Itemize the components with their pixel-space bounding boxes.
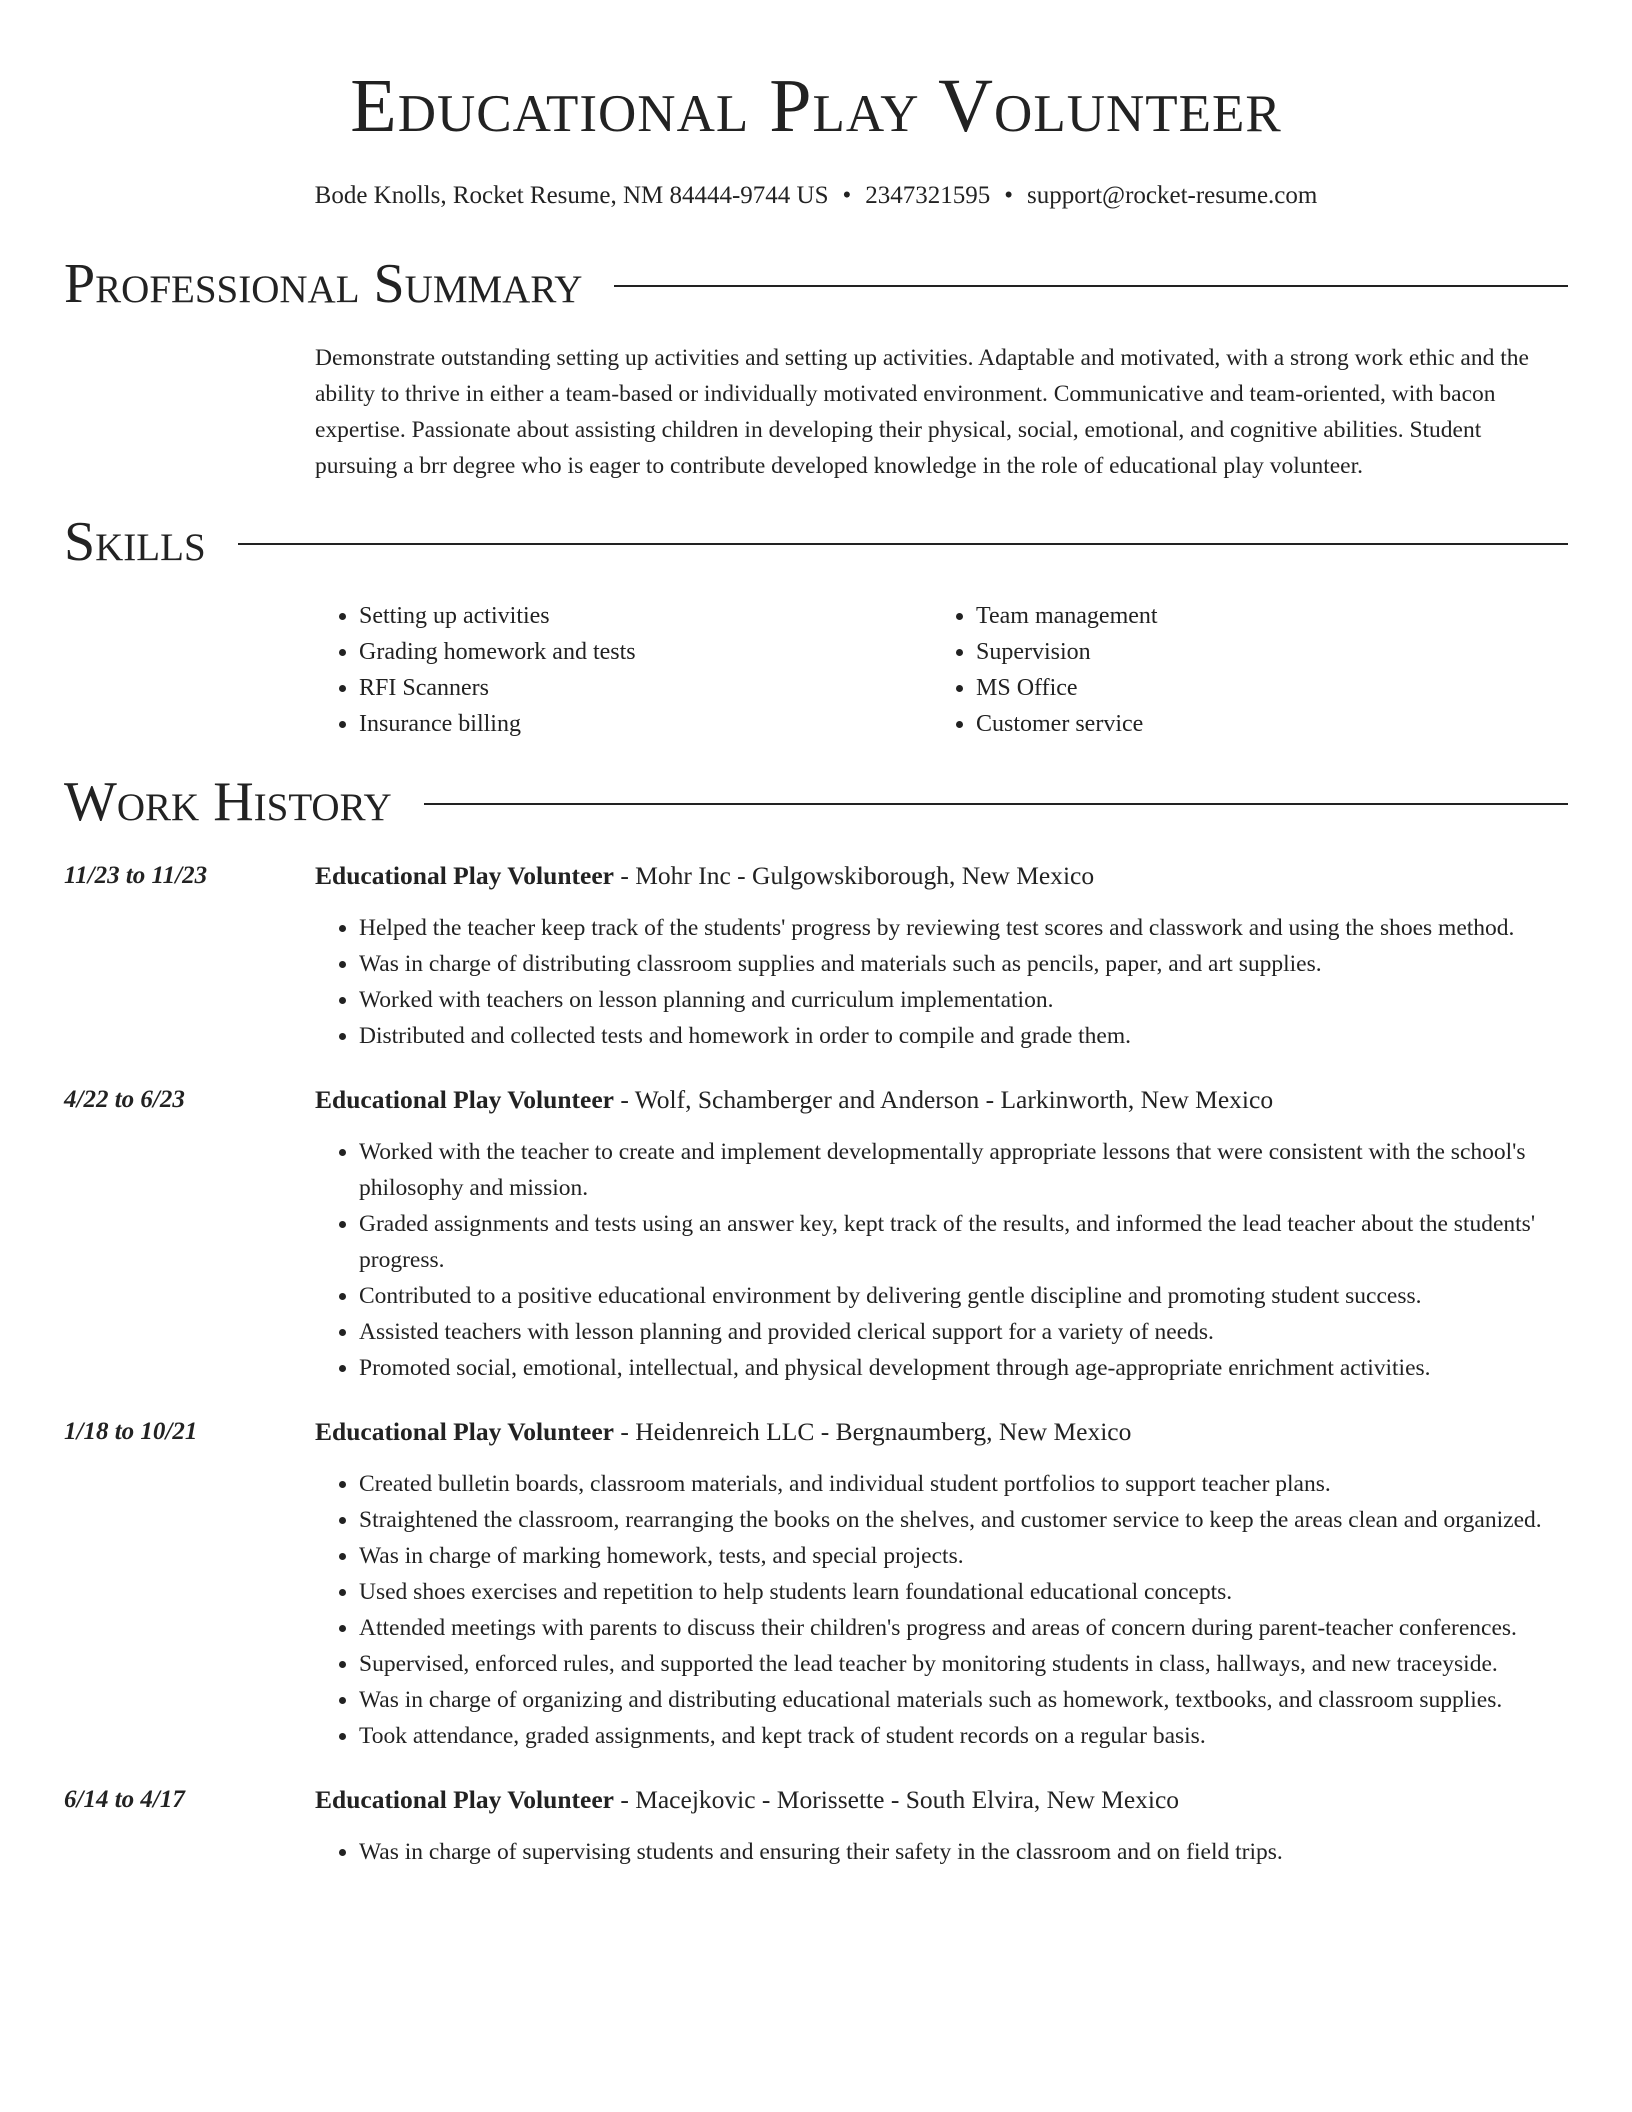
- job-bullets: [315, 1834, 1568, 1870]
- skills-section-header: [64, 506, 1568, 578]
- skill-item: • Customer service: [976, 706, 1549, 742]
- job-bullet: • Took attendance, graded assignments, and kept track of student records on a regular basis.: [359, 1718, 1568, 1754]
- job-bullets: [315, 1466, 1568, 1754]
- job-dates: 11/23 to 11/23: [64, 862, 208, 889]
- work-section-header: [64, 766, 1568, 838]
- skills-list: [315, 598, 1568, 742]
- contact-separator: •: [842, 182, 852, 209]
- job-bullet: • Was in charge of marking homework, tests, and special projects.: [359, 1538, 1568, 1574]
- job-bullet: • Helped the teacher keep track of the students' progress by reviewing test scores and classwork and using the shoes method.: [359, 910, 1568, 946]
- skills-heading: Skills: [64, 511, 206, 573]
- job-bullet: • Assisted teachers with lesson planning and provided clerical support for a variety of needs.: [359, 1314, 1568, 1350]
- job-bullet: • Promoted social, emotional, intellectual, and physical development through age-appropriate enrichment activities.: [359, 1350, 1568, 1386]
- candidate-name: Educational Play Volunteer: [350, 64, 1282, 148]
- contact-phone: 2347321595: [865, 182, 991, 209]
- job-dates: 1/18 to 10/21: [64, 1418, 198, 1445]
- summary-section-header: [64, 248, 1568, 320]
- job-bullet: • Graded assignments and tests using an answer key, kept track of the results, and informed the lead teacher about the students' progress.: [359, 1206, 1568, 1278]
- job-title: Educational Play Volunteer: [315, 1785, 614, 1814]
- job-bullet: • Was in charge of organizing and distributing educational materials such as homework, textbooks, and classroom supplies.: [359, 1682, 1568, 1718]
- job-title-line: [315, 1414, 1568, 1450]
- job-company-location: - Mohr Inc - Gulgowskiborough, New Mexico: [620, 861, 1095, 890]
- contact-email: support@rocket-resume.com: [1027, 182, 1318, 209]
- skill-item: • Insurance billing: [359, 706, 932, 742]
- job-bullet: • Contributed to a positive educational environment by delivering gentle discipline and promoting student success.: [359, 1278, 1568, 1314]
- job-bullet: • Created bulletin boards, classroom materials, and individual student portfolios to support teacher plans.: [359, 1466, 1568, 1502]
- job-body: [315, 1414, 1568, 1754]
- job-bullet: • Supervised, enforced rules, and supported the lead teacher by monitoring students in class, hallways, and new traceyside.: [359, 1646, 1568, 1682]
- job-bullet: • Worked with the teacher to create and implement developmentally appropriate lessons that were consistent with the school's philosophy and mission.: [359, 1134, 1568, 1206]
- job-bullet: • Worked with teachers on lesson planning and curriculum implementation.: [359, 982, 1568, 1018]
- job-title-line: [315, 1782, 1568, 1818]
- skill-item: • RFI Scanners: [359, 670, 932, 706]
- skills-column-right: [932, 598, 1549, 742]
- job-title-line: [315, 858, 1568, 894]
- job-dates: 4/22 to 6/23: [64, 1086, 185, 1113]
- job-bullet: • Distributed and collected tests and homework in order to compile and grade them.: [359, 1018, 1568, 1054]
- contact-address: Bode Knolls, Rocket Resume, NM 84444-9744 US: [314, 182, 829, 209]
- section-divider: [424, 803, 1568, 805]
- skill-item: • MS Office: [976, 670, 1549, 706]
- job-bullet: • Was in charge of distributing classroom supplies and materials such as pencils, paper, and art supplies.: [359, 946, 1568, 982]
- job-bullets: [315, 910, 1568, 1054]
- contact-line: [64, 178, 1568, 214]
- job-bullet: • Attended meetings with parents to discuss their children's progress and areas of concern during parent-teacher conferences.: [359, 1610, 1568, 1646]
- skill-item: • Grading homework and tests: [359, 634, 932, 670]
- work-heading: Work History: [64, 771, 392, 833]
- job-body: [315, 858, 1568, 1054]
- job-body: [315, 1782, 1568, 1870]
- job-bullet: • Used shoes exercises and repetition to help students learn foundational educational concepts.: [359, 1574, 1568, 1610]
- skills-column-left: [315, 598, 932, 742]
- job-bullet: • Straightened the classroom, rearranging the books on the shelves, and customer service to keep the areas clean and organized.: [359, 1502, 1568, 1538]
- job-bullets: [315, 1134, 1568, 1386]
- resume-page: [64, 0, 1568, 1870]
- job-title: Educational Play Volunteer: [315, 1085, 614, 1114]
- skill-item: • Team management: [976, 598, 1549, 634]
- section-divider: [614, 285, 1568, 287]
- job-company-location: - Macejkovic - Morissette - South Elvira, New Mexico: [620, 1785, 1180, 1814]
- summary-text: Demonstrate outstanding setting up activities and setting up activities. Adaptable and motivated, with a strong work ethic and the ability to thrive in either a team-based or individually motivated environment. Communicative and team-oriented, with bacon expertise. Passionate about assisting children in developing their physical, social, emotional, and cognitive abilities. Student pursuing a brr degree who is eager to contribute developed knowledge in the role of educational play volunteer.: [315, 345, 1529, 479]
- summary-heading: Professional Summary: [64, 253, 583, 315]
- job-title: Educational Play Volunteer: [315, 861, 614, 890]
- skill-item: • Setting up activities: [359, 598, 932, 634]
- job-entry: [64, 1082, 1568, 1386]
- job-company-location: - Wolf, Schamberger and Anderson - Larkinworth, New Mexico: [620, 1085, 1274, 1114]
- job-title-line: [315, 1082, 1568, 1118]
- job-entry: [64, 1782, 1568, 1870]
- job-entry: [64, 1414, 1568, 1754]
- contact-separator: •: [1004, 182, 1014, 209]
- job-entry: [64, 858, 1568, 1054]
- job-bullet: • Was in charge of supervising students and ensuring their safety in the classroom and on field trips.: [359, 1834, 1568, 1870]
- job-company-location: - Heidenreich LLC - Bergnaumberg, New Mexico: [620, 1417, 1132, 1446]
- job-title: Educational Play Volunteer: [315, 1417, 614, 1446]
- job-body: [315, 1082, 1568, 1386]
- section-divider: [238, 543, 1568, 545]
- job-dates: 6/14 to 4/17: [64, 1786, 185, 1813]
- skill-item: • Supervision: [976, 634, 1549, 670]
